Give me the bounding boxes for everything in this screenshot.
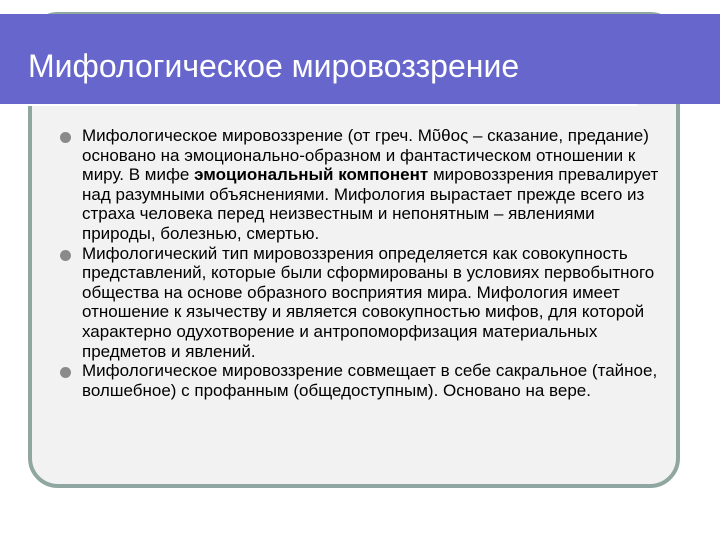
bullet-list bbox=[82, 126, 672, 400]
bullet-text-part: Мифологическое мировоззрение (от греч. Μῦθος – сказание, предание) основано на эмоционально-образном и фантастическом отношении к миру. В мифе bbox=[82, 126, 649, 185]
bullet-text: Мифологическое мировоззрение совмещает в себе сакральное (тайное, волшебное) с профанным (общедоступным). Основано на вере. bbox=[82, 361, 658, 400]
bullet-item bbox=[82, 244, 672, 362]
bullet-item bbox=[82, 126, 672, 244]
title-bar bbox=[0, 14, 720, 104]
bullet-text: Мифологический тип мировоззрения определяется как совокупность представлений, которые были сформированы в условиях первобытного общества на основе образного восприятия мира. Мифология имеет отношение к язычеству и является совокупностью мифов, для которой характерно одухотворение и антропоморфизация материальных предметов и явлений. bbox=[82, 243, 655, 361]
bullet-text-part: мировоззрения превалирует над разумными объяснениями. Мифология вырастает прежде всего из страха человека перед неизвестным и непонятным – явлениями природы, болезнью, смертью. bbox=[82, 165, 659, 243]
bullet-text bbox=[82, 126, 658, 243]
bullet-bold-text: эмоциональный компонент bbox=[194, 165, 429, 185]
slide-title: Мифологическое мировоззрение bbox=[28, 48, 520, 84]
title-underline bbox=[14, 104, 637, 106]
bullet-dot-icon bbox=[60, 132, 71, 143]
bullet-item bbox=[82, 361, 672, 400]
bullet-dot-icon bbox=[60, 250, 71, 261]
